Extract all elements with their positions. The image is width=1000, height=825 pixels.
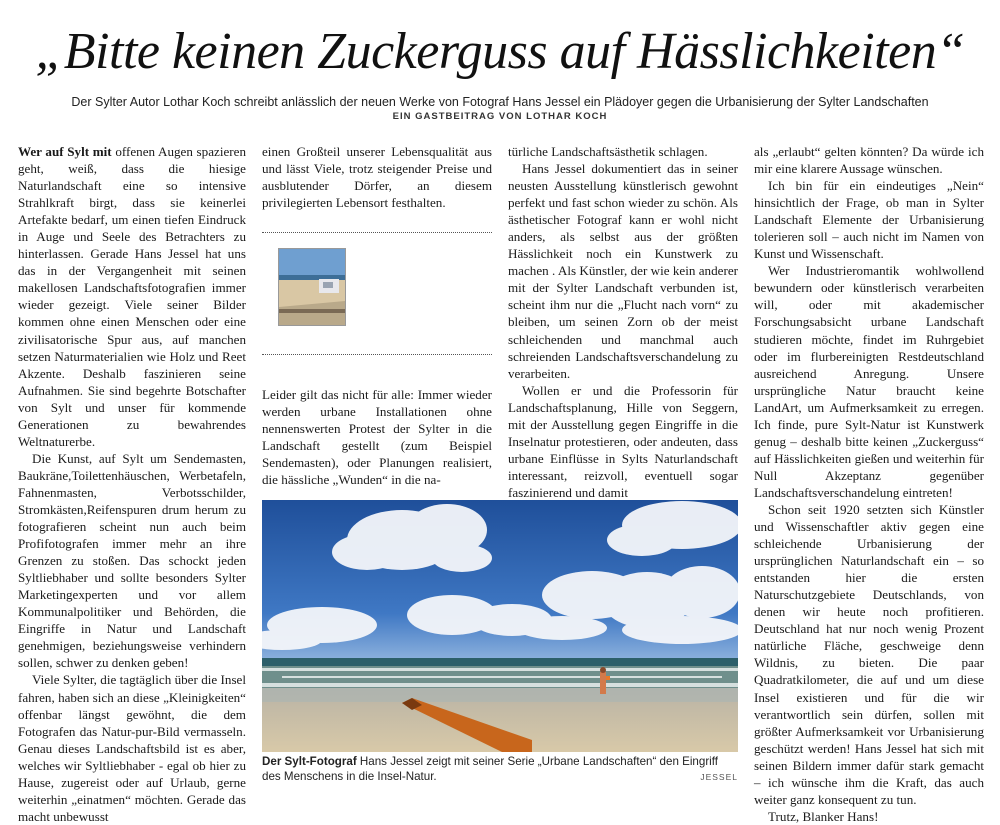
headline: „Bitte keinen Zuckerguss auf Hässlichkeiten“ [35, 23, 965, 80]
paragraph: Hans Jessel dokumentiert das in seiner neusten Ausstellung künstlerisch gewohnt perfekt und fast schon wieder zu schön. Als ästhetischer Fotograf kann er wohl nicht anders, als selbst aus der größten Hässlichkeit noch ein Kunstwerk zu machen . Als Künstler, der wie kein anderer mit der Sylter Landschaft verbunden ist, scheint ihm nur die „Flucht nach vorn“ zu bleiben, um seinen Zorn ob der meist schleichenden und manchmal auch schreienden Landschaftsverschandelung zu verarbeiten. [508, 161, 738, 381]
lead-in: Wer auf Sylt mit [18, 144, 112, 159]
caption-text: Hans Jessel zeigt mit seiner Serie „Urbane Landschaften“ den Eingriff des Menschens in die Insel-Natur. [262, 755, 718, 783]
byline: EIN GASTBEITRAG VON LOTHAR KOCH [392, 111, 608, 122]
article-column-3 [508, 143, 738, 500]
paragraph: als „erlaubt“ gelten könnten? Da würde ich mir eine klarere Aussage wünschen. [754, 144, 984, 177]
paragraph: Viele Sylter, die tagtäglich über die Insel fahren, haben sich an diese „Kleinigkeiten“ offenbar längst gewöhnt, die dem Fotografen das Natur-pur-Bild vermasseln. Genau dieses Landschaftsbild ist es aber, welches wir Syltliebhaber - egal ob hier zu Hause, zugereist oder auf Urlaub, gerne weiterhin „einatmen“ möchten. Gerade das macht unbewusst [18, 672, 246, 824]
article-column-2-bottom [262, 386, 492, 486]
paragraph: Schon seit 1920 setzten sich Künstler und Wissenschaftler aktiv gegen eine schleichende Urbanisierung der ursprünglichen Naturlandschaft ein – so entstanden hier die ersten Naturschutzgebiete Deutschlands, von denen wir heute noch profitieren. Deutschland hat nur noch wenig Prozent natürliche Fläche, geschweige denn Wildnis, zu bieten. Die paar Quadratkilometer, die auf und um diese Insel existieren und für die wir verantwortlich sein dürfen, sollen mit größter Aufmerksamkeit vor Urbanisierung geschützt werden! Hans Jessel hat sich mit seinen Bildern immer dafür stark gemacht – ich wünsche ihm die Kraft, das auch weiter ganz konsequent zu tun. [754, 501, 984, 807]
dotted-divider-bottom [262, 354, 492, 355]
paragraph: einen Großteil unserer Lebensqualität aus und lässt Viele, trotz steigender Preise und ausblutender Dörfer, an diesem privilegierten Lebensort festhalten. [262, 144, 492, 211]
paragraph [18, 143, 246, 450]
paragraph: türliche Landschaftsästhetik schlagen. [508, 144, 708, 159]
paragraph-text: offenen Augen spazieren geht, weiß, dass die hiesige Naturlandschaft eine so intensive Strahlkraft birgt, dass sie keinerlei Artefakte bedarf, um einen tiefen Eindruck in Auge und Seele des Betrachters zu hinterlassen. Gerade Hans Jessel hat uns das in der Vergangenheit mit seinen makellosen Landschaftsfotografien immer wieder gezeigt. Viele seiner Bilder kommen ohne einen Menschen oder eine zivilisatorische Spur aus, auf manchen setzen Naturmaterialien wie Holz und Reet Akzente. Deshalb faszinieren seine Aufnahmen. Sie sind begehrte Botschafter von Sylt und unser für kommende Generationen zu bewahrendes Weltnaturerbe. [18, 144, 246, 449]
beach-photo [262, 500, 738, 752]
paragraph: Trutz, Blanker Hans! [768, 808, 879, 824]
paragraph: Ich bin für ein eindeutiges „Nein“ hinsichtlich der Frage, ob man in Sylter Landschaft Elemente der Urbanisierung tolerieren soll – auch nicht im Namen von Kunst und Wissenschaft. [754, 178, 984, 262]
subheadline: Der Sylter Autor Lothar Koch schreibt anlässlich der neuen Werke von Fotograf Hans Jessel ein Plädoyer gegen die Urbanisierung der Sylter Landschaften [71, 95, 929, 109]
paragraph: Die Kunst, auf Sylt um Sendemasten, Baukräne,Toilettenhäuschen, Werbetafeln, Fahnenmasten, Verbotsschilder, Stromkästen,Reifenspuren drum herum zu fotografieren scheint nun auch beim Profifotografen immer mehr an ihre Grenzen zu stoßen. Das schockt jeden Syltliebhaber und sollte besonders Sylter Marketingexperten und vor allem Kommunalpolitiker und Behörden, die Eingriffe in Natur und Landschaft genehmigen, beziehungsweise verhindern sollen, schwer zu denken geben! [18, 450, 246, 671]
beach-thumbnail-image [278, 248, 346, 326]
article-column-1 [18, 143, 246, 824]
dotted-divider-top [262, 232, 492, 233]
photo-credit: JESSEL [700, 772, 738, 782]
paragraph: Leider gilt das nicht für alle: Immer wieder werden urbane Installationen ohne nennenswerten Protest der Sylter in die Landschaft gestellt (zum Beispiel Sendemasten), oder Planungen realisiert, die hässliche „Wunden“ in die na- [262, 387, 492, 488]
paragraph: Wollen er und die Professorin für Landschaftsplanung, Hille von Seggern, mit der Ausstellung gegen Eingriffe in die Inselnatur protestieren, oder andeuten, dass urbane Einflüsse in Sylts Naturlandschaft interessant, reizvoll, eventuell sogar faszinierend und damit [508, 382, 738, 500]
caption-lead: Der Sylt-Fotograf [262, 755, 357, 768]
photo-caption [262, 755, 738, 784]
article-column-2-top [262, 143, 492, 233]
paragraph: Wer Industrieromantik wohlwollend bewundern oder künstlerisch verarbeiten will, oder mit akademischer Forschungsabsicht urbane Landschaft studieren möchte, findet im Ruhrgebiet oder im flurbereinigten Restdeutschland ausreichend Anregung. Unsere ursprüngliche Natur braucht keine LandArt, um Aufmerksamkeit zu erregen. Ich finde, pure Sylt-Natur ist Kunstwerk genug – deshalb bitte keinen „Zuckerguss“ auf Hässlichkeiten gießen und weiterhin für Null Akzeptanz gegenüber Landschaftsverschandelung eintreten! [754, 263, 984, 500]
article-column-4 [754, 143, 984, 824]
